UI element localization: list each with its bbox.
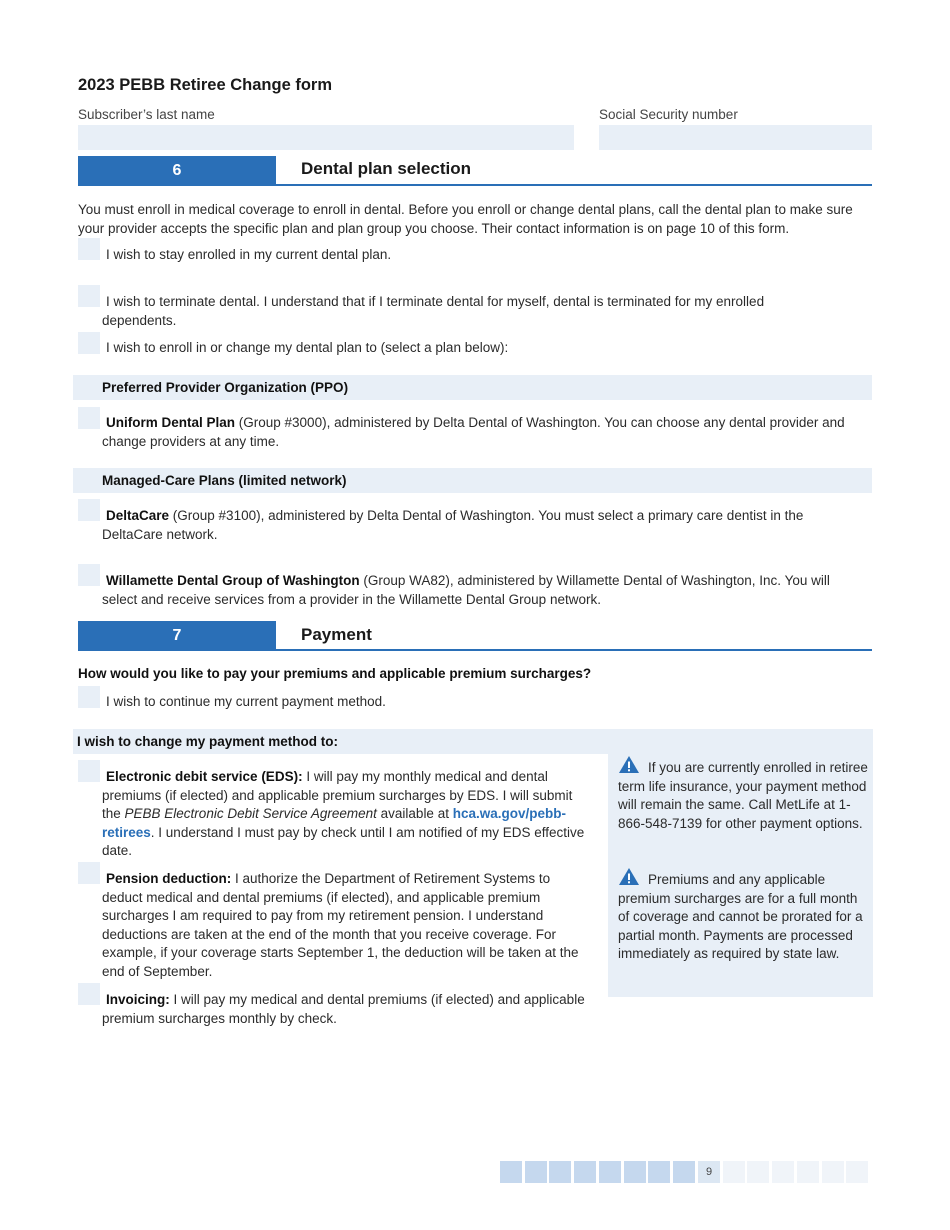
page-tab <box>549 1161 571 1183</box>
uniform-dental-checkbox[interactable] <box>78 407 100 429</box>
ssn-field[interactable] <box>599 125 872 150</box>
payment-notice-box <box>608 729 873 997</box>
eds-desc-2: available at <box>376 806 453 821</box>
section-6-title: Dental plan selection <box>301 159 472 178</box>
page-tab <box>500 1161 522 1183</box>
ppo-heading: Preferred Provider Organization (PPO) <box>73 375 872 400</box>
notice-premiums <box>618 867 868 964</box>
page-tab <box>822 1161 844 1183</box>
invoicing-label <box>102 991 592 1028</box>
current-page-number: 9 <box>698 1161 720 1183</box>
warning-icon <box>618 755 640 774</box>
pension-name: Pension deduction: <box>106 871 232 886</box>
section-6-rule <box>276 184 872 186</box>
section-6-number: 6 <box>78 156 276 186</box>
page-tab <box>797 1161 819 1183</box>
stay-dental-label: I wish to stay enrolled in my current dental plan. <box>106 247 392 262</box>
pebb-retirees-link[interactable]: hca.wa.gov/pebb-retirees <box>102 806 566 840</box>
terminate-dental-checkbox[interactable] <box>78 285 100 307</box>
last-name-label: Subscriber’s last name <box>78 107 215 122</box>
last-name-field[interactable] <box>78 125 574 150</box>
pension-desc: I authorize the Department of Retirement Systems to deduct medical and dental premiums (if elected), and applicable premium surcharges I am required to pay from my retirement pension. I understand deductions are taken at the end of the month that you receive coverage. For example, if your coverage starts September 1, the deduction will be taken at the end of September. <box>102 871 579 979</box>
notice-life-insurance-text: If you are currently enrolled in retiree term life insurance, your payment method will remain the same. Call MetLife at 1-866-548-7139 for other payment options. <box>618 760 868 831</box>
section-7-number: 7 <box>78 621 276 651</box>
deltacare-label <box>102 507 852 544</box>
page-tab <box>525 1161 547 1183</box>
willamette-checkbox[interactable] <box>78 564 100 586</box>
page-tab <box>648 1161 670 1183</box>
warning-icon <box>618 867 640 886</box>
eds-desc-3: . I understand I must pay by check until I am notified of my EDS effective date. <box>102 824 585 858</box>
willamette-desc: (Group WA82), administered by Willamette Dental of Washington, Inc. You will select and receive services from a provider in the Willamette Dental Group network. <box>102 573 830 607</box>
terminate-dental-label: I wish to terminate dental. I understand that if I terminate dental for myself, dental is terminated for my enrolled dependents. <box>102 294 765 328</box>
eds-name: Electronic debit service (EDS): <box>106 769 303 784</box>
willamette-name: Willamette Dental Group of Washington <box>106 573 360 588</box>
eds-label <box>102 768 592 861</box>
invoicing-name: Invoicing: <box>106 992 170 1007</box>
invoicing-checkbox[interactable] <box>78 983 100 1005</box>
section-7-title: Payment <box>301 625 372 644</box>
change-payment-heading: I wish to change my payment method to: <box>73 729 608 754</box>
page-tab <box>772 1161 794 1183</box>
page-tab <box>599 1161 621 1183</box>
dental-intro: You must enroll in medical coverage to enroll in dental. Before you enroll or change dental plans, call the dental plan to make sure your provider accepts the specific plan and plan group you choose. Their contact information is on page 10 of this form. <box>78 202 853 236</box>
notice-life-insurance <box>618 755 868 833</box>
pension-label <box>102 870 592 981</box>
enroll-dental-checkbox[interactable] <box>78 332 100 354</box>
eds-desc-1: I will pay my monthly medical and dental premiums (if elected) and applicable premium surcharges by EDS. I will submit the <box>102 769 573 821</box>
page-tab <box>574 1161 596 1183</box>
continue-payment-label: I wish to continue my current payment method. <box>106 694 386 709</box>
eds-agreement-title: PEBB Electronic Debit Service Agreement <box>124 806 377 821</box>
deltacare-checkbox[interactable] <box>78 499 100 521</box>
managed-care-heading: Managed-Care Plans (limited network) <box>73 468 872 493</box>
stay-dental-checkbox[interactable] <box>78 238 100 260</box>
uniform-dental-name: Uniform Dental Plan <box>106 415 236 430</box>
page-tab <box>747 1161 769 1183</box>
page-tab <box>624 1161 646 1183</box>
section-7-rule <box>276 649 872 651</box>
deltacare-name: DeltaCare <box>106 508 170 523</box>
notice-premiums-text: Premiums and any applicable premium surcharges are for a full month of coverage and cannot be prorated for a partial month. Payments are processed immediately as required by state law. <box>618 872 863 961</box>
willamette-label <box>102 572 852 609</box>
payment-question: How would you like to pay your premiums and applicable premium surcharges? <box>78 666 592 681</box>
continue-payment-checkbox[interactable] <box>78 686 100 708</box>
page-tab <box>846 1161 868 1183</box>
eds-checkbox[interactable] <box>78 760 100 782</box>
invoicing-desc: I will pay my medical and dental premiums (if elected) and applicable premium surcharges monthly by check. <box>102 992 585 1026</box>
uniform-dental-desc: (Group #3000), administered by Delta Dental of Washington. You can choose any dental provider and change providers at any time. <box>102 415 845 449</box>
enroll-dental-label: I wish to enroll in or change my dental plan to (select a plan below): <box>106 340 509 355</box>
uniform-dental-label <box>102 414 868 451</box>
page-tab <box>673 1161 695 1183</box>
form-title: 2023 PEBB Retiree Change form <box>78 76 333 94</box>
ssn-label: Social Security number <box>599 107 738 122</box>
deltacare-desc: (Group #3100), administered by Delta Dental of Washington. You must select a primary care dentist in the DeltaCare network. <box>102 508 804 542</box>
pension-checkbox[interactable] <box>78 862 100 884</box>
page-tab <box>723 1161 745 1183</box>
